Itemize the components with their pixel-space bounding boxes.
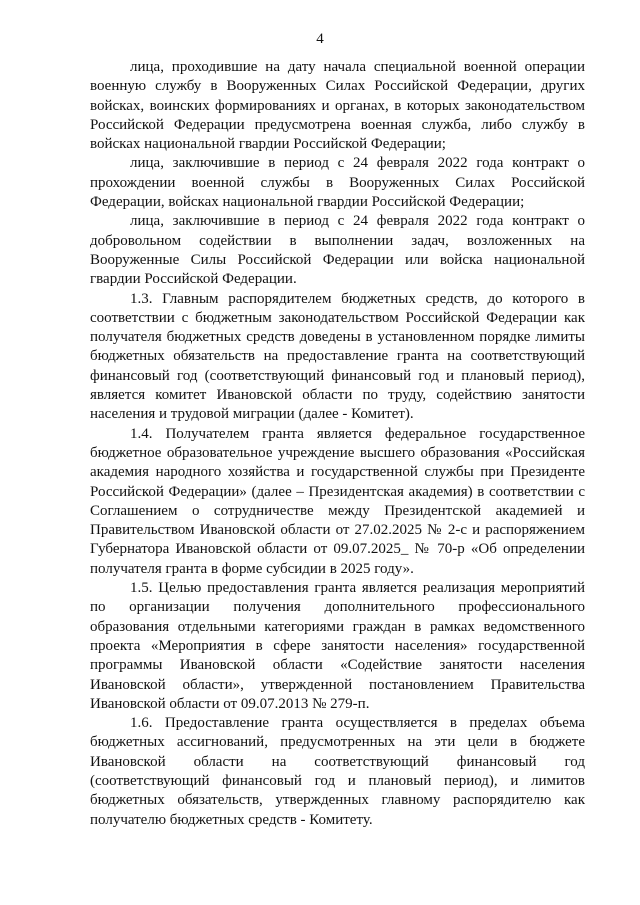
paragraph-contract-military: лица, заключившие в период с 24 февраля 2022 года контракт о прохождении военной службы в Вооруженных Силах Российской Федерации, войсках национальной гвардии Российской Федерации; — [90, 155, 585, 211]
paragraph-1-3: 1.3. Главным распорядителем бюджетных средств, до которого в соответствии с бюджетным законодательством Российской Федерации как получателя бюджетных средств доведены в установленном порядке лимиты бюджетных обязательств на предоставление гранта на соответствующий финансовый год (соответствующий финансовый год и плановый период), является комитет Ивановской области по труду, содействию занятости населения и трудовой миграции (далее - Комитет). — [90, 290, 585, 423]
page-number: 4 — [316, 31, 324, 47]
document-body — [90, 58, 585, 830]
paragraph-1-6: 1.6. Предоставление гранта осуществляется в пределах объема бюджетных ассигнований, предусмотренных на эти цели в бюджете Ивановской области на соответствующий финансовый год (соответствующий финансовый год и плановый период), и лимитов бюджетных обязательств, утвержденных главному распорядителю как получателю бюджетных средств - Комитету. — [90, 715, 585, 828]
paragraph-1-4: 1.4. Получателем гранта является федеральное государственное бюджетное образовательное учреждение высшего образования «Российская академия народного хозяйства и государственной службы при Президенте Российской Федерации» (далее – Президентская академия) в соответствии с Соглашением о сотрудничестве между Президентской академией и Правительством Ивановской области от 27.02.2025 № 2-с и распоряжением Губернатора Ивановской области от 09.07.2025_ № 70-р «Об определении получателя гранта в форме субсидии в 2025 году». — [90, 425, 585, 577]
paragraph-1-5: 1.5. Целью предоставления гранта является реализация мероприятий по организации получения дополнительного профессионального образования отдельными категориями граждан в рамках ведомственного проекта «Мероприятия в сфере занятости населения» государственной программы Ивановской области «Содействие занятости населения Ивановской области», утвержденной постановлением Правительства Ивановской области от 09.07.2013 № 279-п. — [90, 580, 585, 712]
paragraph-contract-volunteer: лица, заключившие в период с 24 февраля 2022 года контракт о добровольном содействии в выполнении задач, возложенных на Вооруженные Силы Российской Федерации или войска национальной гвардии Российской Федерации. — [90, 213, 585, 288]
paragraph-military-service: лица, проходившие на дату начала специальной военной операции военную службу в Вооруженных Силах Российской Федерации, других войсках, воинских формированиях и органах, в которых законодательством Российской Федерации предусмотрена военная служба, либо службу в войсках национальной гвардии Российской Федерации; — [90, 59, 585, 153]
